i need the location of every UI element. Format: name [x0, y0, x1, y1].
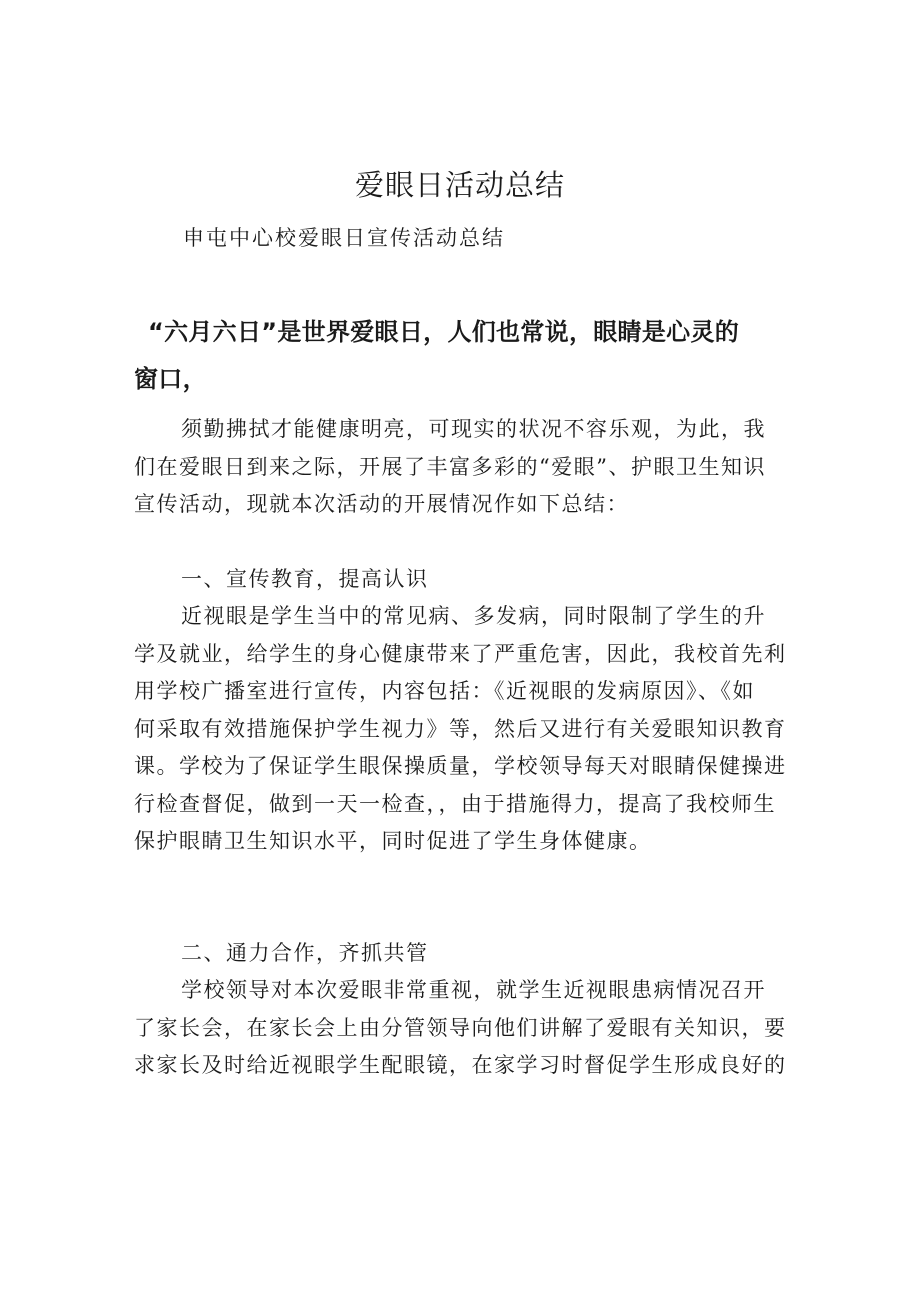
paragraph-line: 学校领导对本次爱眼非常重视，就学生近视眼患病情况召开 — [181, 978, 766, 1002]
section-heading-1 — [134, 561, 796, 599]
section-heading-text: 一、宣传教育，提高认识 — [181, 567, 429, 591]
paragraph-line: 何采取有效措施保护学生视力》等，然后又进行有关爱眼知识教育 — [134, 716, 787, 741]
paragraph-line: 学及就业，给学生的身心健康带来了严重危害，因此，我校首先利 — [134, 641, 787, 666]
paragraph-line: 保护眼睛卫生知识水平，同时促进了学生身体健康。 — [134, 829, 652, 853]
paragraph-line: 须勤拂拭才能健康明亮，可现实的状况不容乐观，为此，我 — [181, 417, 766, 441]
section-heading-text: 二、通力合作，齐抓共管 — [181, 941, 429, 965]
section-2-paragraph — [134, 972, 796, 1085]
document-subtitle: 申屯中心校爱眼日宣传活动总结 — [183, 226, 505, 250]
paragraph-line: 用学校广播室进行宣传，内容包括：《近视眼的发病原因》、《如 — [134, 679, 755, 703]
section-heading-2 — [134, 935, 796, 973]
lead-line: 窗口， — [134, 365, 207, 393]
document-title: 爱眼日活动总结 — [354, 168, 565, 202]
paragraph-line: 们在爱眼日到来之际，开展了丰富多彩的“爱眼”、护眼卫生知识 — [134, 454, 766, 479]
paragraph-line: 课。学校为了保证学生眼保操质量，学校领导每天对眼睛保健操进 — [134, 754, 787, 778]
lead-line: “六月六日”是世界爱眼日，人们也常说，眼睛是心灵的 — [148, 318, 740, 346]
paragraph-line: 宣传活动，现就本次活动的开展情况作如下总结： — [134, 492, 629, 516]
paragraph-line: 近视眼是学生当中的常见病、多发病，同时限制了学生的升 — [181, 604, 766, 628]
section-1-paragraph — [134, 598, 796, 861]
paragraph-line: 求家长及时给近视眼学生配眼镜，在家学习时督促学生形成良好的 — [134, 1053, 787, 1077]
paragraph-line: 了家长会，在家长会上由分管领导向他们讲解了爱眼有关知识，要 — [134, 1015, 787, 1040]
lead-paragraph — [134, 309, 799, 403]
intro-paragraph — [134, 411, 796, 524]
paragraph-line: 行检查督促，做到一天一检查，，由于措施得力，提高了我校师生 — [134, 791, 776, 816]
